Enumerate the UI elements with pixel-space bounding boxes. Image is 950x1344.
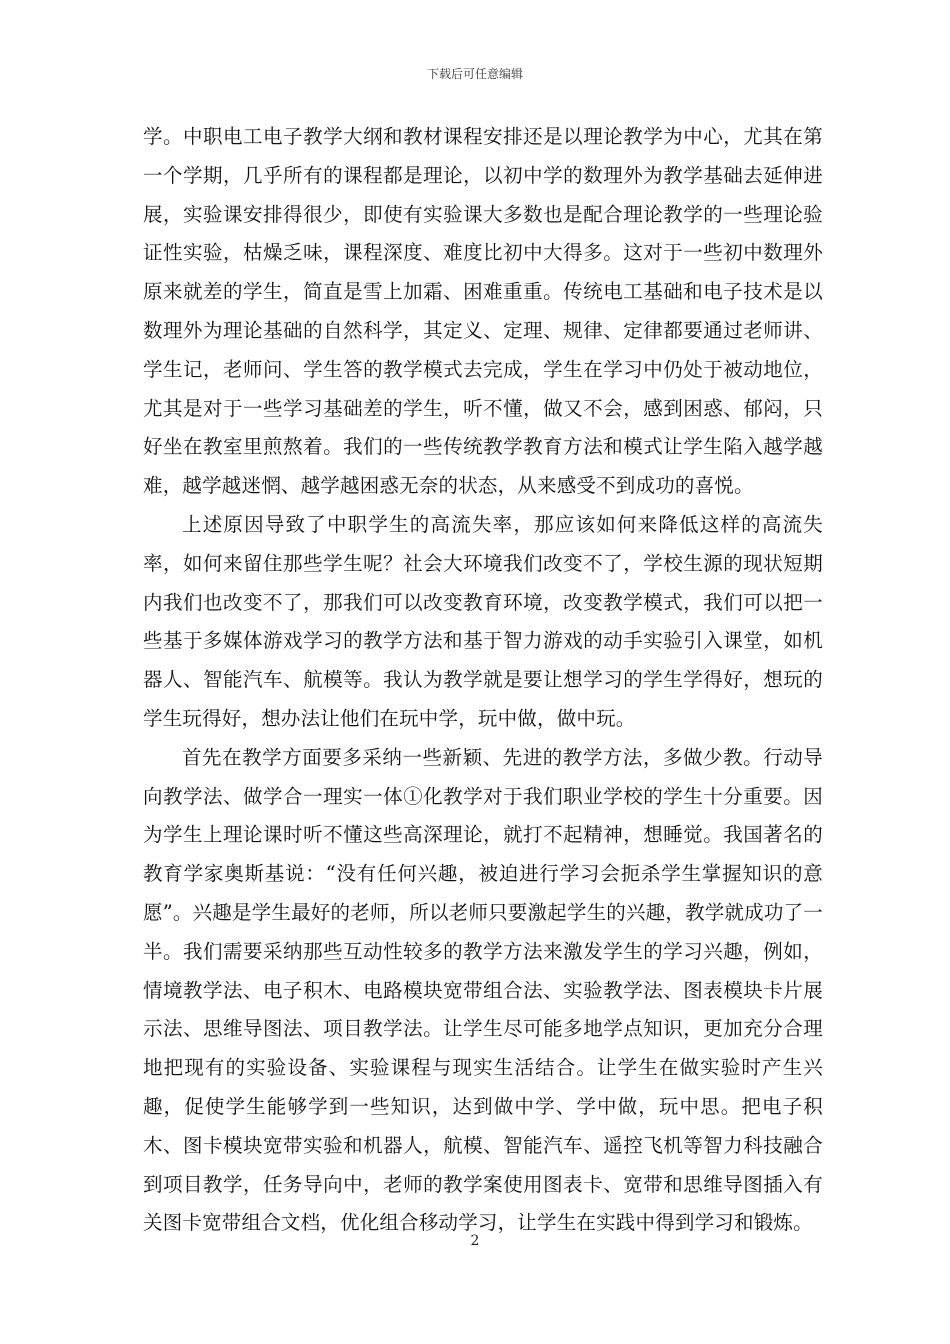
page-number: 2 [470, 1233, 480, 1249]
paragraph-2: 上述原因导致了中职学生的高流失率，那应该如何来降低这样的高流失率，如何来留住那些学生呢？社会大环境我们改变不了，学校生源的现状短期内我们也改变不了，那我们可以改变教育环境，改变教学模式，我们可以把一些基于多媒体游戏学习的教学方法和基于智力游戏的动手实验引入课堂，如机器人、智能汽车、航模等。我认为教学就是要让想学习的学生学得好，想玩的学生玩得好，想办法让他们在玩中学，玩中做，做中玩。 [143, 512, 823, 730]
paragraph-1: 学。中职电工电子教学大纲和教材课程安排还是以理论教学为中心，尤其在第一个学期，几乎所有的课程都是理论，以初中学的数理外为教学基础去延伸进展，实验课安排得很少，即使有实验课大多数也是配合理论教学的一些理论验证性实验，枯燥乏味，课程深度、难度比初中大得多。这对于一些初中数理外原来就差的学生，简直是雪上加霜、困难重重。传统电工基础和电子技术是以数理外为理论基础的自然科学，其定义、定理、规律、定律都要通过老师讲、学生记，老师问、学生答的教学模式去完成，学生在学习中仍处于被动地位，尤其是对于一些学习基础差的学生，听不懂，做又不会，感到困惑、郁闷，只好坐在教室里煎熬着。我们的一些传统教学教育方法和模式让学生陷入越学越难，越学越迷惘、越学越困惑无奈的状态，从来感受不到成功的喜悦。 [143, 125, 823, 498]
paragraph-3: 首先在教学方面要多采纳一些新颖、先进的教学方法，多做少教。行动导向教学法、做学合一理实一体①化教学对于我们职业学校的学生十分重要。因为学生上理论课时听不懂这些高深理论，就打不起精神，想睡觉。我国著名的教育学家奥斯基说：“没有任何兴趣，被迫进行学习会扼杀学生掌握知识的意愿”。兴趣是学生最好的老师，所以老师只要激起学生的兴趣，教学就成功了一半。我们需要采纳那些互动性较多的教学方法来激发学生的学习兴趣，例如，情境教学法、电子积木、电路模块宽带组合法、实验教学法、图表模块卡片展示法、思维导图法、项目教学法。让学生尽可能多地学点知识，更加充分合理地把现有的实验设备、实验课程与现实生活结合。让学生在做实验时产生兴趣，促使学生能够学到一些知识，达到做中学、学中做，玩中思。把电子积木、图卡模块宽带实验和机器人，航模、智能汽车、遥控飞机等智力科技融合到项目教学，任务导向中，老师的教学案使用图表卡、宽带和思维导图插入有关图卡宽带组合文档，优化组合移动学习，让学生在实践中得到学习和锻炼。 [143, 745, 823, 1235]
document-body [143, 118, 823, 1243]
page-header: 下载后可任意编辑 [426, 67, 523, 81]
